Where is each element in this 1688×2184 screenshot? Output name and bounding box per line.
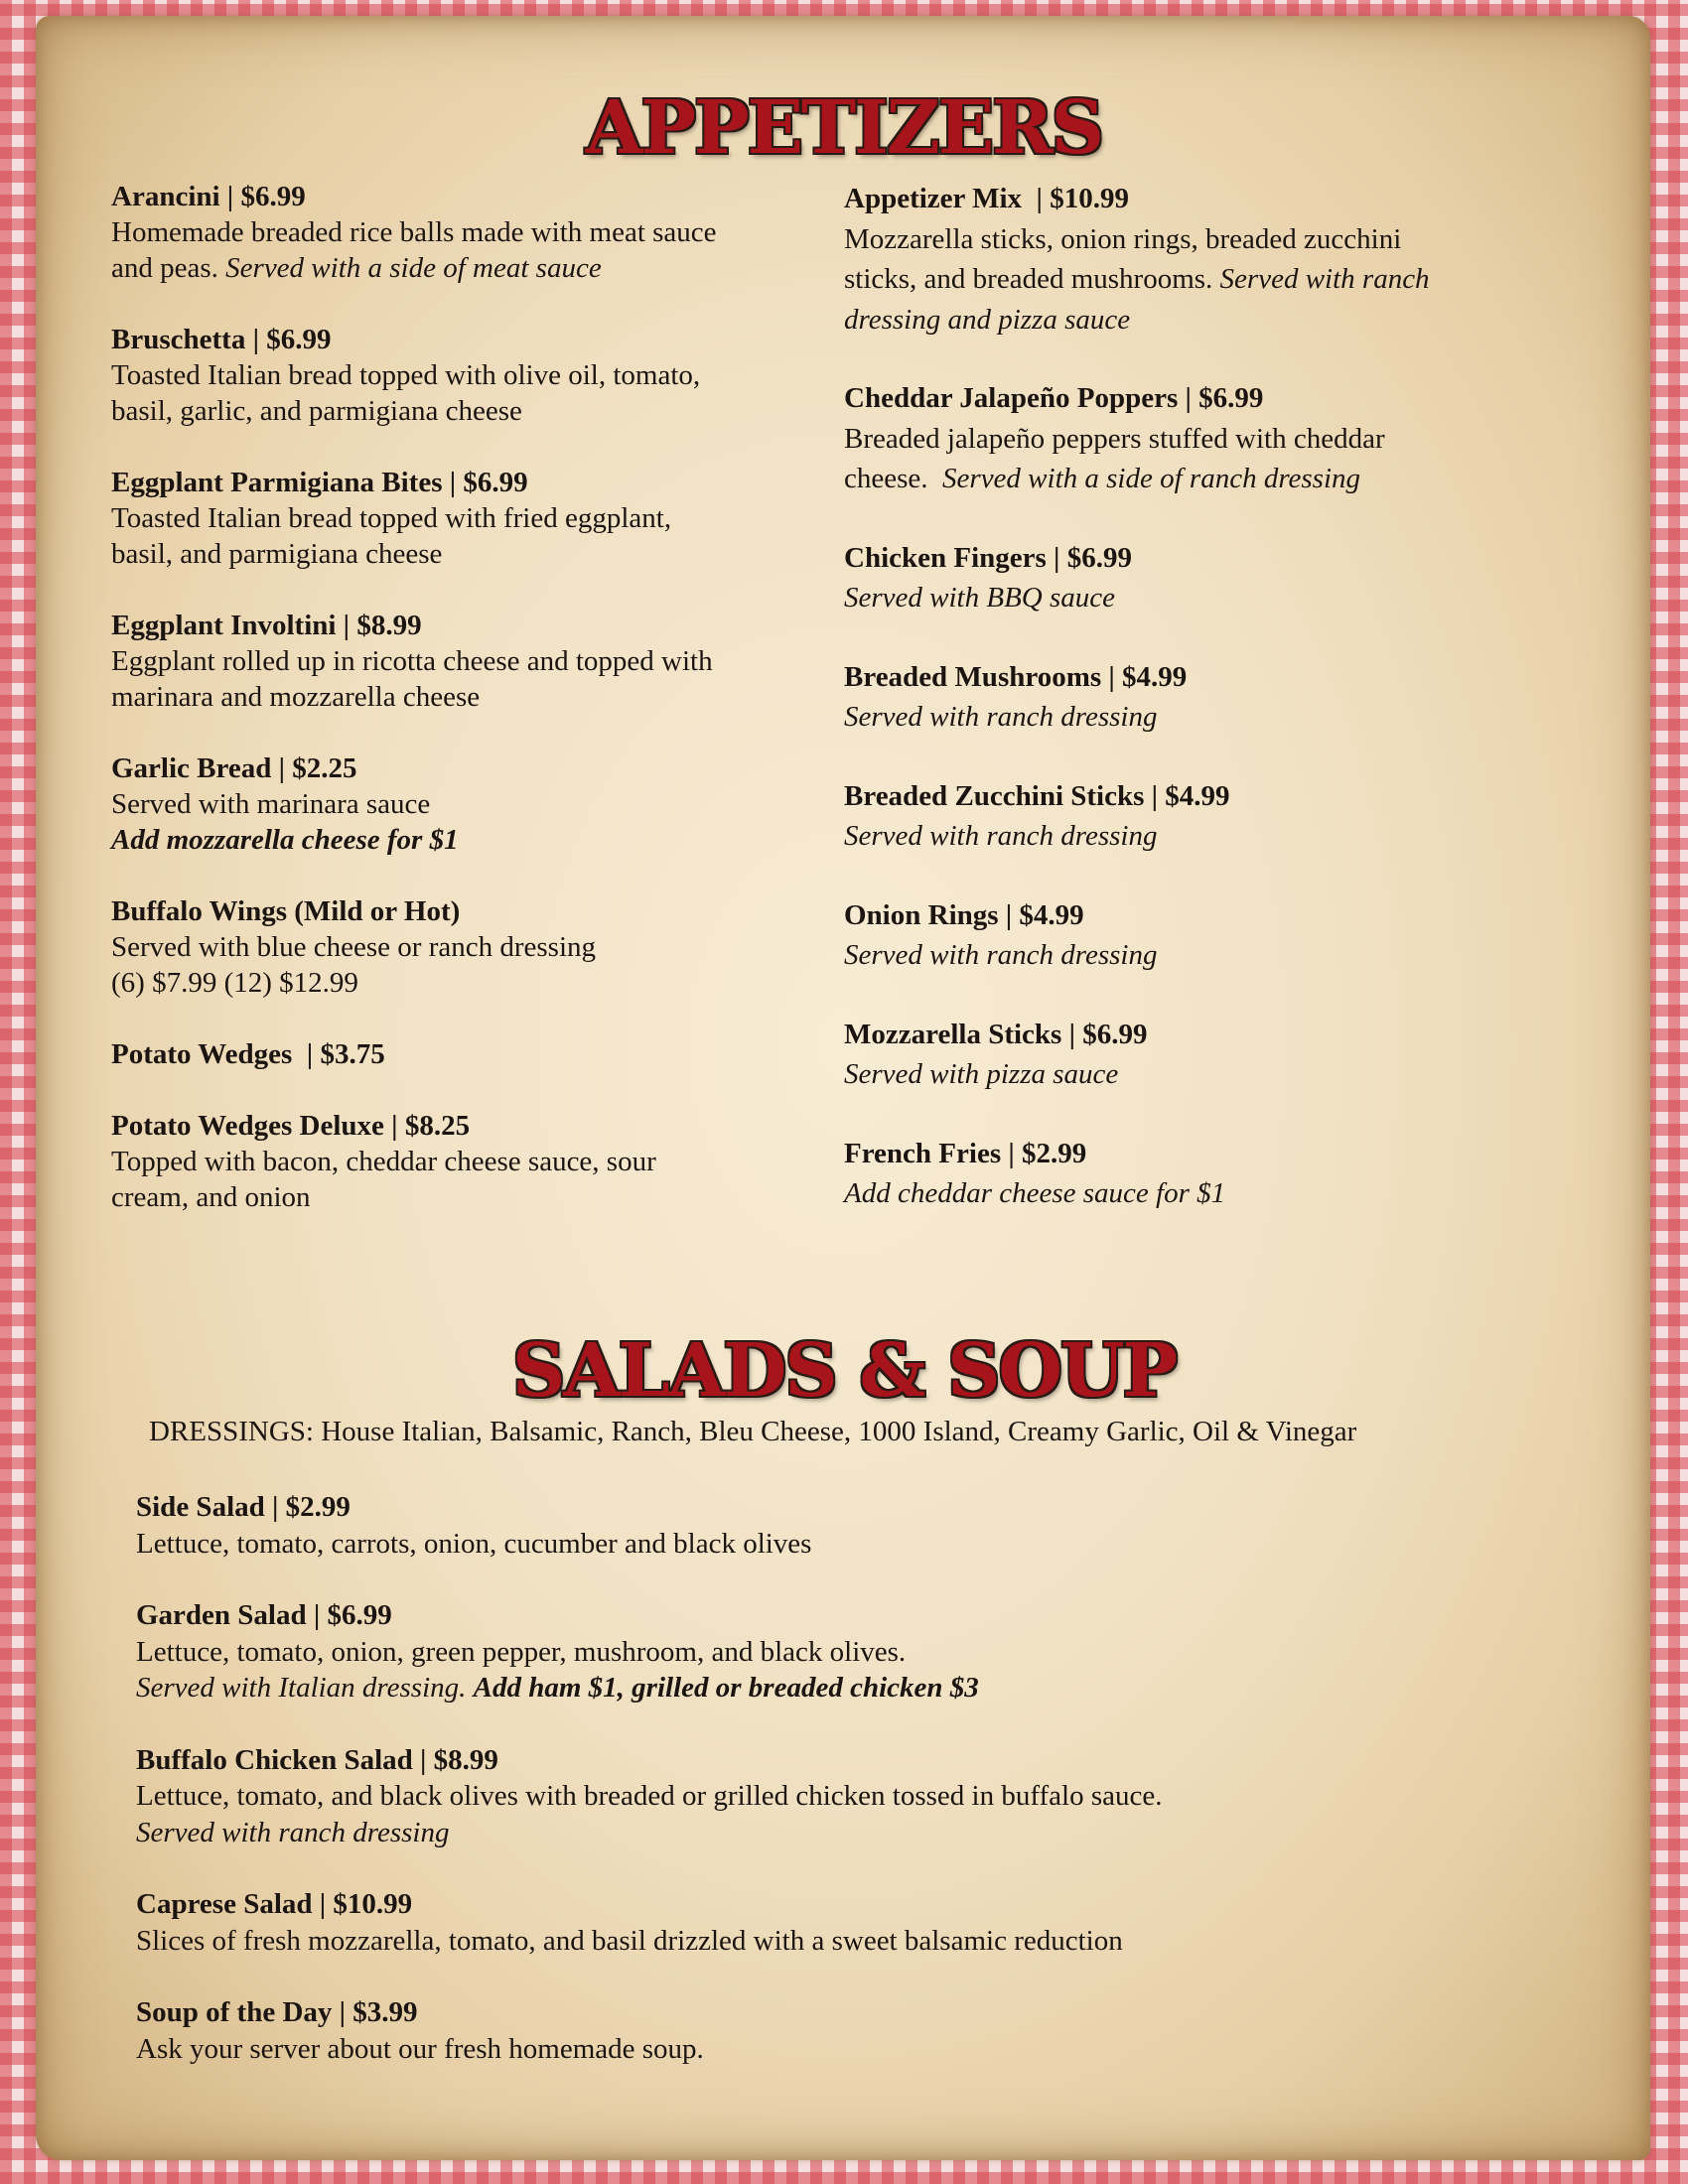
menu-item-mozzarella-sticks (844, 1015, 1559, 1095)
item-description: Lettuce, tomato, and black olives with breaded or grilled chicken tossed in buffalo sauce. (136, 1780, 1163, 1812)
item-name: Eggplant Parmigiana Bites | $6.99 (111, 467, 528, 498)
menu-item-potato-wedges (111, 1036, 826, 1072)
item-name: Onion Rings | $4.99 (844, 898, 1084, 931)
item-name: Appetizer Mix | $10.99 (844, 183, 1129, 214)
item-name: Breaded Mushrooms | $4.99 (844, 660, 1188, 693)
item-note: Served with a side of meat sauce (225, 252, 602, 284)
item-description-text: and peas. (111, 252, 218, 284)
item-description (844, 459, 1559, 499)
item-description: Toasted Italian bread topped with fried eggplant, (111, 502, 672, 534)
menu-item-garlic-bread (111, 751, 826, 858)
item-name: Buffalo Chicken Salad | $8.99 (136, 1743, 498, 1776)
item-prices: (6) $7.99 (12) $12.99 (111, 967, 358, 999)
item-note: Served with a side of ranch dressing (942, 463, 1361, 494)
dressings-list: DRESSINGS: House Italian, Balsamic, Ranch, Bleu Cheese, 1000 Island, Creamy Garlic, Oil & Vinegar (149, 1416, 1357, 1447)
item-description-text: cheese. (844, 463, 935, 494)
item-name: Bruschetta | $6.99 (111, 324, 332, 355)
menu-item-bruschetta (111, 322, 826, 429)
item-note: Served with ranch dressing (136, 1816, 450, 1848)
appetizers-heading: APPETIZERS (585, 85, 1103, 171)
item-name: Garlic Bread | $2.25 (111, 752, 357, 784)
menu-item-buffalo-wings (111, 893, 826, 1001)
item-description (111, 250, 826, 286)
item-description: Homemade breaded rice balls made with meat sauce (111, 216, 717, 248)
item-description: basil, and parmigiana cheese (111, 538, 443, 570)
item-description-text: sticks, and breaded mushrooms. (844, 263, 1213, 295)
salads-soup-heading: SALADS & SOUP (511, 1328, 1177, 1414)
item-addon: Add ham $1, grilled or breaded chicken $3 (473, 1672, 979, 1704)
item-name: Potato Wedges Deluxe | $8.25 (111, 1110, 471, 1142)
menu-item-chicken-fingers (844, 538, 1559, 618)
item-description: Lettuce, tomato, onion, green pepper, mushroom, and black olives. (136, 1635, 907, 1668)
menu-item-eggplant-involtini (111, 608, 826, 715)
item-note: Add cheddar cheese sauce for $1 (844, 1177, 1226, 1209)
menu-item-buffalo-chicken-salad (136, 1742, 1546, 1851)
menu-item-soup-of-the-day (136, 1994, 1546, 2067)
item-note-line (136, 1670, 1546, 1706)
menu-item-breaded-mushrooms (844, 657, 1559, 738)
item-note: Served with ranch dressing (844, 939, 1158, 971)
item-name: Soup of the Day | $3.99 (136, 1996, 418, 2028)
item-addon: Add mozzarella cheese for $1 (111, 824, 459, 856)
item-name: Chicken Fingers | $6.99 (844, 541, 1132, 574)
item-description: Breaded jalapeño peppers stuffed with cheddar (844, 422, 1385, 455)
item-description: cream, and onion (111, 1181, 311, 1213)
appetizers-left-column (111, 179, 826, 1251)
item-name: Buffalo Wings (Mild or Hot) (111, 895, 461, 927)
salads-list (136, 1489, 1546, 2103)
menu-item-breaded-zucchini-sticks (844, 776, 1559, 857)
item-name: Arancini | $6.99 (111, 181, 306, 212)
item-name: Side Salad | $2.99 (136, 1491, 351, 1523)
menu-item-cheddar-jalapeno-poppers (844, 378, 1559, 499)
item-description: Toasted Italian bread topped with olive oil, tomato, (111, 359, 701, 391)
item-note: Served with BBQ sauce (844, 582, 1116, 614)
item-description: Eggplant rolled up in ricotta cheese and topped with (111, 645, 713, 677)
item-description: Slices of fresh mozzarella, tomato, and basil drizzled with a sweet balsamic reduction (136, 1924, 1123, 1957)
item-note: Served with ranch dressing (844, 701, 1158, 733)
item-description (844, 259, 1559, 300)
menu-item-appetizer-mix (844, 179, 1559, 340)
item-description: Served with blue cheese or ranch dressing (111, 931, 597, 963)
menu-item-garden-salad (136, 1597, 1546, 1706)
item-note: dressing and pizza sauce (844, 303, 1131, 336)
item-name: French Fries | $2.99 (844, 1137, 1087, 1169)
item-name: Potato Wedges | $3.75 (111, 1038, 385, 1070)
menu-item-caprese-salad (136, 1886, 1546, 1959)
item-note: Served with ranch dressing (844, 820, 1158, 852)
item-name: Caprese Salad | $10.99 (136, 1888, 413, 1920)
menu-item-side-salad (136, 1489, 1546, 1562)
item-description: Ask your server about our fresh homemade soup. (136, 2032, 704, 2065)
item-description: Topped with bacon, cheddar cheese sauce, sour (111, 1146, 656, 1177)
item-note: Served with ranch (1219, 263, 1430, 295)
item-name: Garden Salad | $6.99 (136, 1599, 392, 1631)
menu-item-french-fries (844, 1134, 1559, 1214)
item-name: Cheddar Jalapeño Poppers | $6.99 (844, 382, 1264, 414)
item-name: Eggplant Involtini | $8.99 (111, 610, 422, 641)
item-description: marinara and mozzarella cheese (111, 681, 481, 713)
menu-item-onion-rings (844, 895, 1559, 976)
item-name: Breaded Zucchini Sticks | $4.99 (844, 779, 1230, 812)
menu-item-potato-wedges-deluxe (111, 1108, 826, 1215)
item-description: Mozzarella sticks, onion rings, breaded zucchini (844, 222, 1402, 255)
item-note: Served with pizza sauce (844, 1058, 1119, 1090)
menu-item-arancini (111, 179, 826, 286)
item-description: basil, garlic, and parmigiana cheese (111, 395, 522, 427)
item-description: Lettuce, tomato, carrots, onion, cucumber and black olives (136, 1527, 812, 1560)
appetizers-right-column (844, 179, 1559, 1253)
item-description: Served with marinara sauce (111, 788, 431, 820)
item-name: Mozzarella Sticks | $6.99 (844, 1018, 1148, 1050)
item-note: Served with Italian dressing. (136, 1672, 467, 1704)
menu-item-eggplant-parmigiana-bites (111, 465, 826, 572)
